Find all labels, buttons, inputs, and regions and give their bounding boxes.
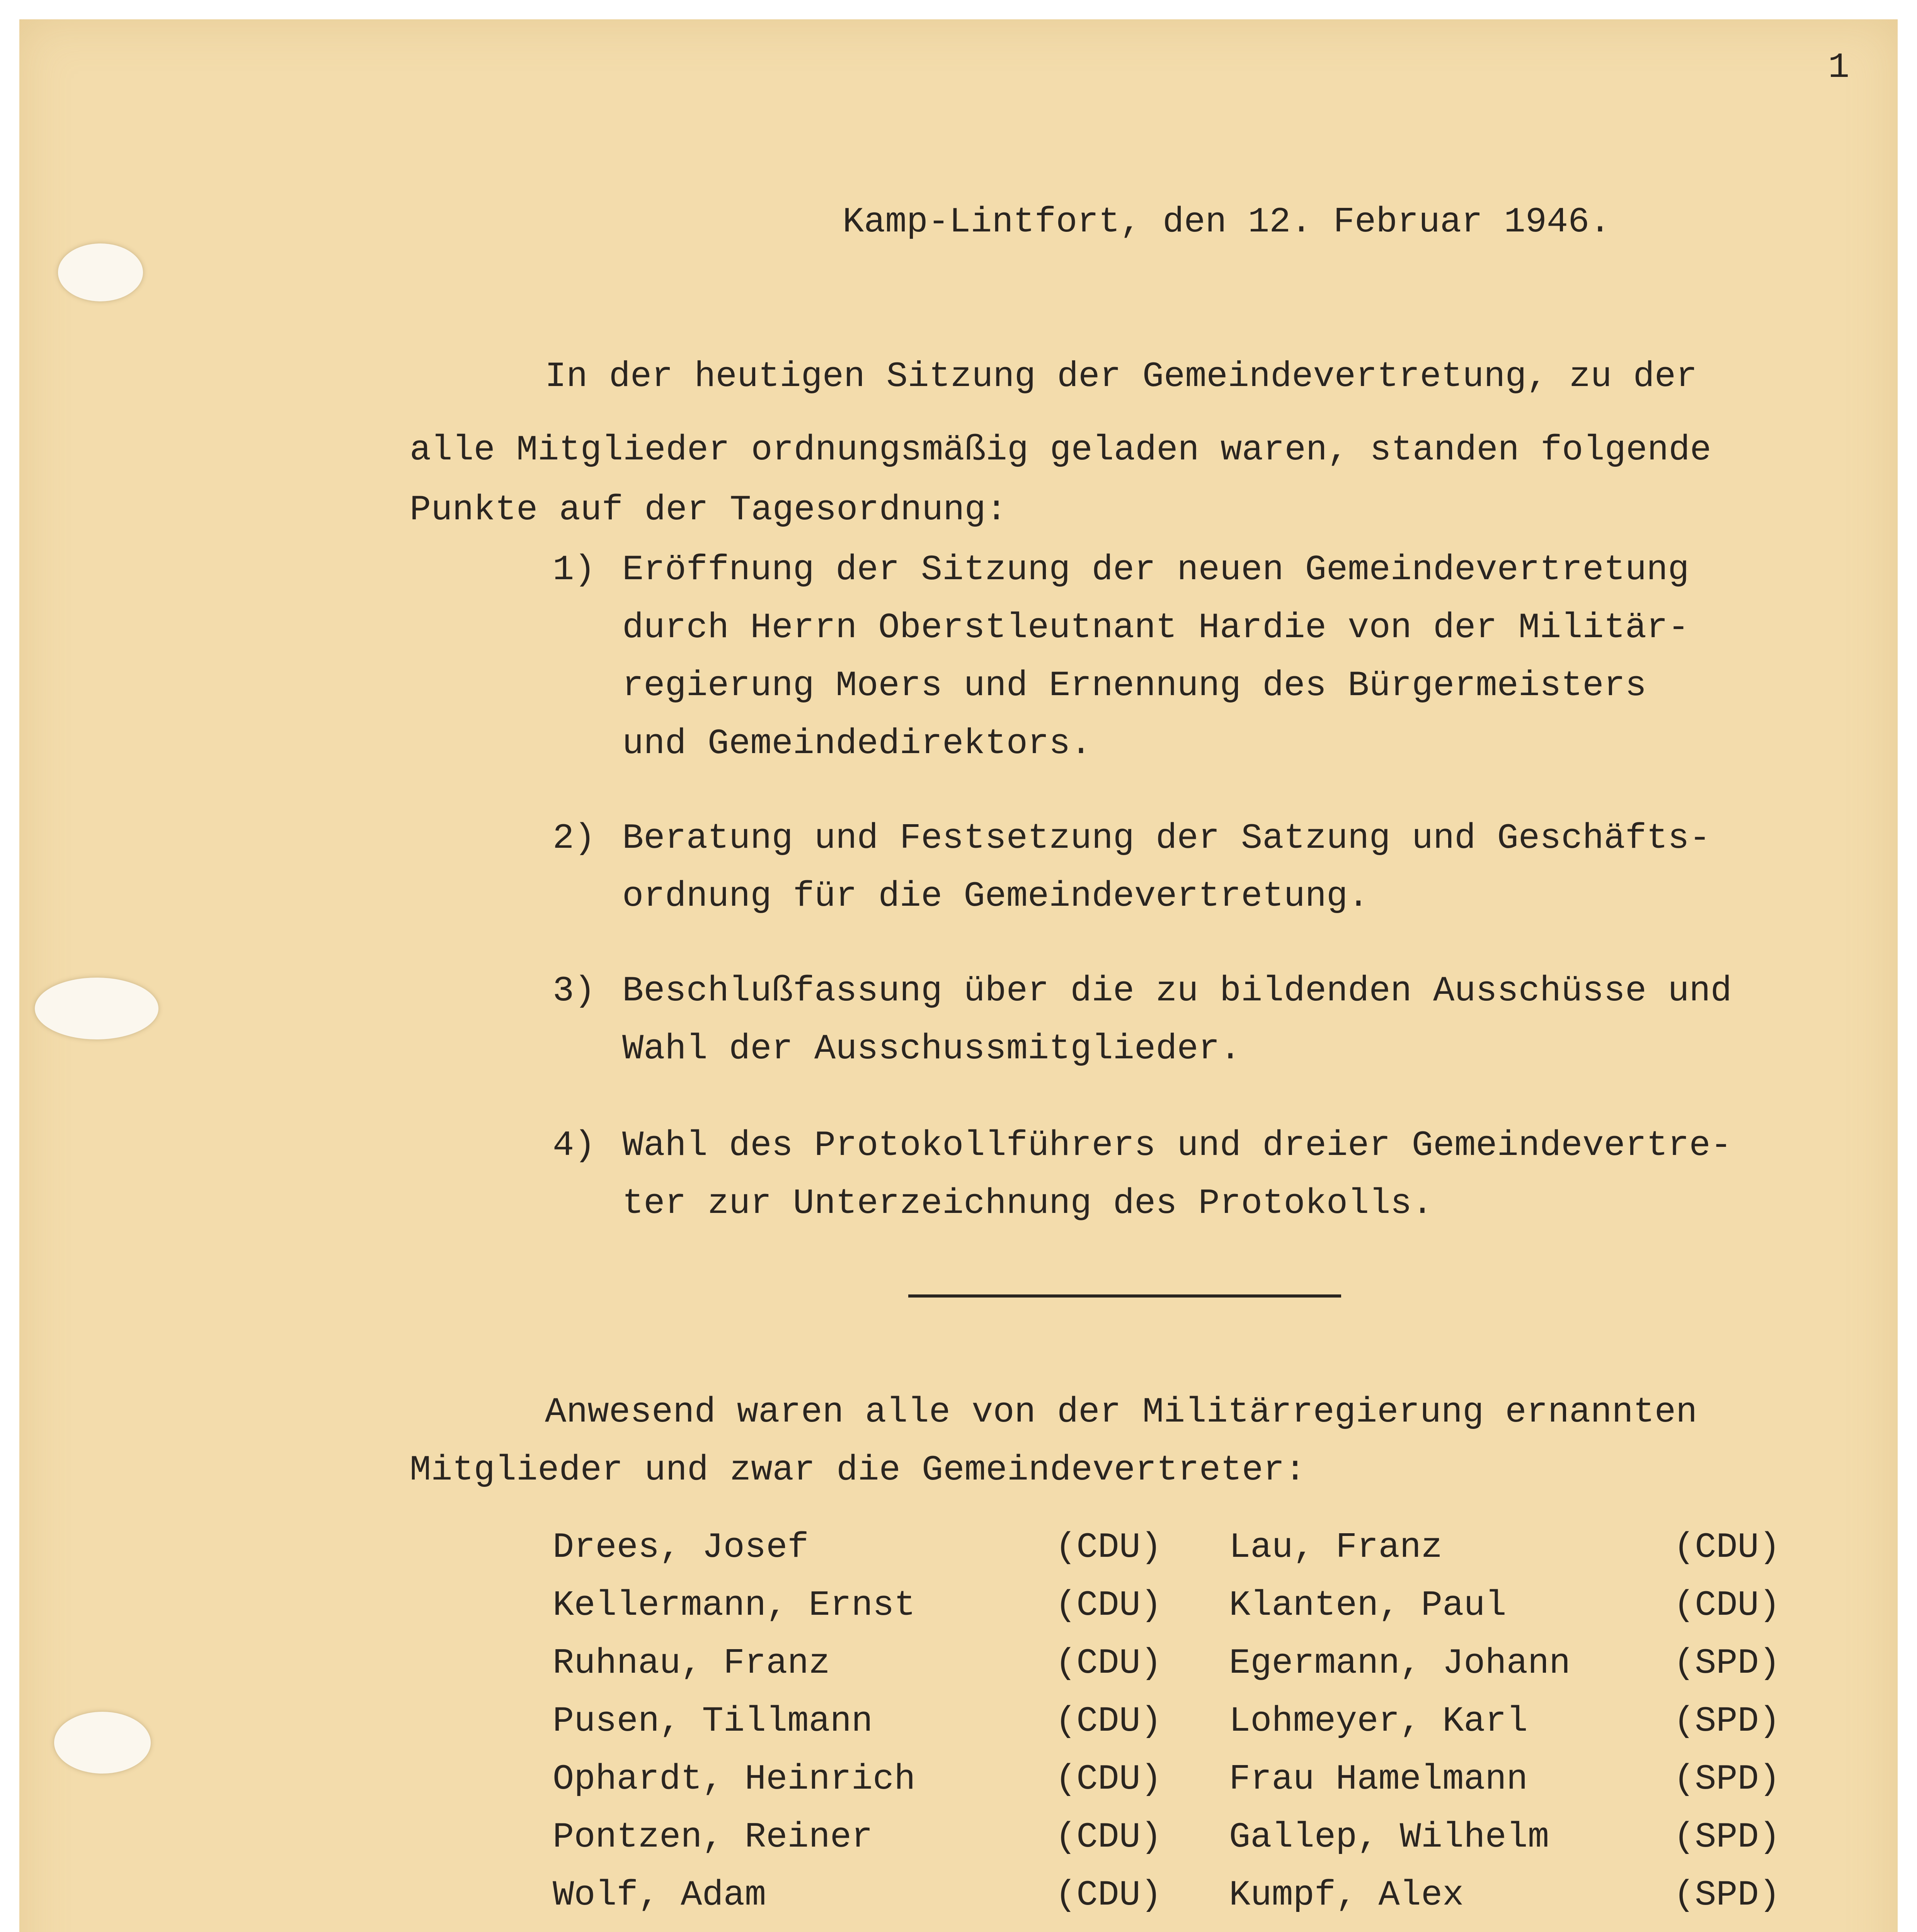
member-row xyxy=(553,1577,1828,1634)
member-name-left: Ruhnau, Franz xyxy=(553,1643,830,1684)
agenda-text-line: und Gemeindedirektors. xyxy=(622,723,1092,764)
attendance-line-1: Anwesend waren alle von der Militärregierung ernannten xyxy=(545,1392,1697,1432)
agenda-number: 2) xyxy=(553,818,596,859)
member-row xyxy=(553,1519,1828,1577)
punch-hole-upper-middle xyxy=(35,978,158,1039)
intro-line-2: alle Mitglieder ordnungsmäßig geladen waren, standen folgende xyxy=(410,430,1711,470)
member-row xyxy=(553,1692,1828,1750)
member-party-right: (SPD) xyxy=(1674,1817,1781,1857)
member-row xyxy=(553,1808,1828,1866)
member-party-right: (SPD) xyxy=(1674,1643,1781,1684)
intro-line-1: In der heutigen Sitzung der Gemeindevertretung, zu der xyxy=(545,356,1697,397)
member-party-left: (CDU) xyxy=(1055,1585,1162,1626)
agenda-text-line: ter zur Unterzeichnung des Protokolls. xyxy=(622,1183,1433,1224)
member-party-left: (CDU) xyxy=(1055,1817,1162,1857)
agenda-text-line: regierung Moers und Ernennung des Bürgermeisters xyxy=(622,665,1647,706)
agenda-text-line: ordnung für die Gemeindevertretung. xyxy=(622,876,1369,917)
member-party-left xyxy=(1055,1924,1162,1932)
punch-hole-lower-middle xyxy=(54,1712,151,1774)
member-name-left: Wolf, Adam xyxy=(553,1875,766,1915)
member-party-left: (CDU) xyxy=(1055,1643,1162,1684)
separator-rule xyxy=(908,1294,1341,1298)
document-page xyxy=(19,19,1898,1932)
member-name-right: Egermann, Johann xyxy=(1229,1643,1571,1684)
member-row xyxy=(553,1750,1828,1808)
agenda-number: 4) xyxy=(553,1125,596,1166)
member-name-right: Lohmeyer, Karl xyxy=(1229,1701,1528,1742)
agenda-text-line: Eröffnung der Sitzung der neuen Gemeindevertretung xyxy=(622,549,1689,590)
member-party-right xyxy=(1674,1924,1780,1932)
intro-line-3: Punkte auf der Tagesordnung: xyxy=(410,490,1007,530)
member-party-right: (CDU) xyxy=(1674,1527,1781,1568)
agenda-number: 3) xyxy=(553,971,596,1011)
agenda-text-line: durch Herrn Oberstleutnant Hardie von der Militär- xyxy=(622,607,1689,648)
member-party-right: (SPD) xyxy=(1674,1701,1781,1742)
agenda-text-line: Wahl des Protokollführers und dreier Gemeindevertre- xyxy=(622,1125,1732,1166)
agenda-text-line: Beratung und Festsetzung der Satzung und Geschäfts- xyxy=(622,818,1711,859)
member-party-right: (CDU) xyxy=(1674,1585,1781,1626)
member-party-left: (CDU) xyxy=(1055,1759,1162,1799)
member-name-right: Klanten, Paul xyxy=(1229,1585,1507,1626)
member-row xyxy=(553,1634,1828,1692)
member-name-right: Gallep, Wilhelm xyxy=(1229,1817,1549,1857)
page-number: 1 xyxy=(1828,47,1850,88)
date-line: Kamp-Lintfort, den 12. Februar 1946. xyxy=(843,202,1611,242)
member-name-left: Kellermann, Ernst xyxy=(553,1585,916,1626)
agenda-text-line: Beschlußfassung über die zu bildenden Ausschüsse und xyxy=(622,971,1732,1011)
member-row xyxy=(553,1866,1828,1924)
member-name-right xyxy=(1229,1924,1613,1932)
member-party-left: (CDU) xyxy=(1055,1527,1162,1568)
member-name-left: Pusen, Tillmann xyxy=(553,1701,873,1742)
member-name-left: Drees, Josef xyxy=(553,1527,809,1568)
agenda-text-line: Wahl der Ausschussmitglieder. xyxy=(622,1029,1241,1069)
member-party-right: (SPD) xyxy=(1674,1875,1781,1915)
member-row xyxy=(553,1924,1828,1932)
member-name-left: Ophardt, Heinrich xyxy=(553,1759,916,1799)
member-party-left: (CDU) xyxy=(1055,1875,1162,1915)
attendance-line-2: Mitglieder und zwar die Gemeindevertreter: xyxy=(410,1450,1306,1490)
agenda-number: 1) xyxy=(553,549,596,590)
member-name-right: Kumpf, Alex xyxy=(1229,1875,1464,1915)
member-party-right: (SPD) xyxy=(1674,1759,1781,1799)
member-name-right: Frau Hamelmann xyxy=(1229,1759,1528,1799)
member-name-left: Pontzen, Reiner xyxy=(553,1817,873,1857)
punch-hole-top xyxy=(58,243,143,301)
member-list xyxy=(553,1519,1828,1932)
member-party-left: (CDU) xyxy=(1055,1701,1162,1742)
member-name-left xyxy=(553,1924,937,1932)
member-name-right: Lau, Franz xyxy=(1229,1527,1443,1568)
